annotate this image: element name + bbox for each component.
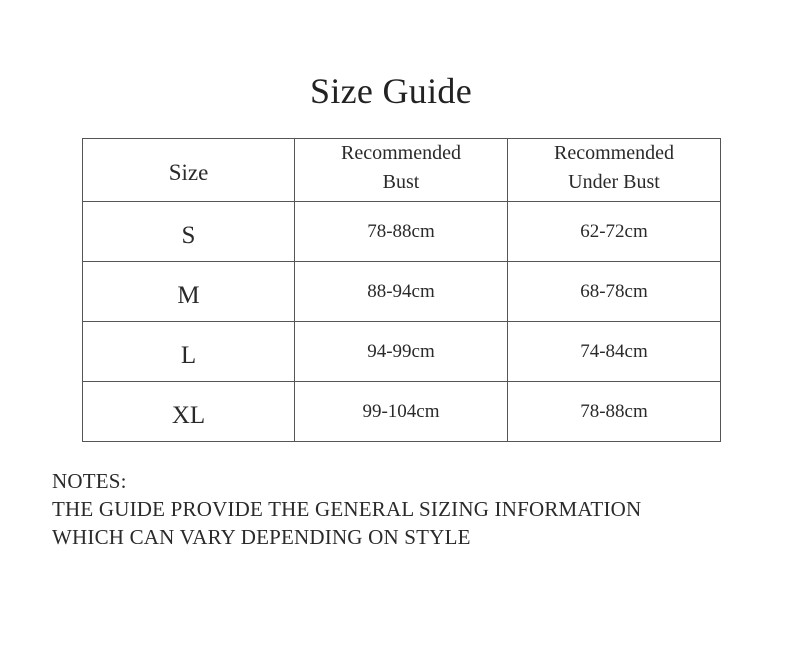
header-bust-line2: Bust <box>382 171 420 193</box>
bust-cell: 88-94cm <box>295 262 508 322</box>
bust-cell: 78-88cm <box>295 202 508 262</box>
header-under-line2: Under Bust <box>568 171 660 193</box>
table-row <box>83 202 721 262</box>
table-header-row <box>83 139 721 202</box>
header-recommended-bust <box>295 139 508 202</box>
under-bust-cell: 74-84cm <box>508 322 721 382</box>
header-under-line1: Recommended <box>554 142 674 164</box>
table-row <box>83 382 721 442</box>
header-recommended-under-bust <box>508 139 721 202</box>
size-cell: L <box>83 322 295 382</box>
size-cell: M <box>83 262 295 322</box>
table-row <box>83 322 721 382</box>
bust-cell: 94-99cm <box>295 322 508 382</box>
size-cell: S <box>83 202 295 262</box>
notes-section <box>52 467 792 551</box>
page-title: Size Guide <box>310 71 472 111</box>
table-row <box>83 262 721 322</box>
size-cell: XL <box>83 382 295 442</box>
size-guide-table <box>82 138 721 442</box>
under-bust-cell: 62-72cm <box>508 202 721 262</box>
under-bust-cell: 68-78cm <box>508 262 721 322</box>
notes-line-2: WHICH CAN VARY DEPENDING ON STYLE <box>52 525 471 549</box>
under-bust-cell: 78-88cm <box>508 382 721 442</box>
header-size: Size <box>83 139 295 202</box>
notes-heading: NOTES: <box>52 469 127 493</box>
header-bust-line1: Recommended <box>341 142 461 164</box>
notes-line-1: THE GUIDE PROVIDE THE GENERAL SIZING INFORMATION <box>52 497 642 521</box>
bust-cell: 99-104cm <box>295 382 508 442</box>
